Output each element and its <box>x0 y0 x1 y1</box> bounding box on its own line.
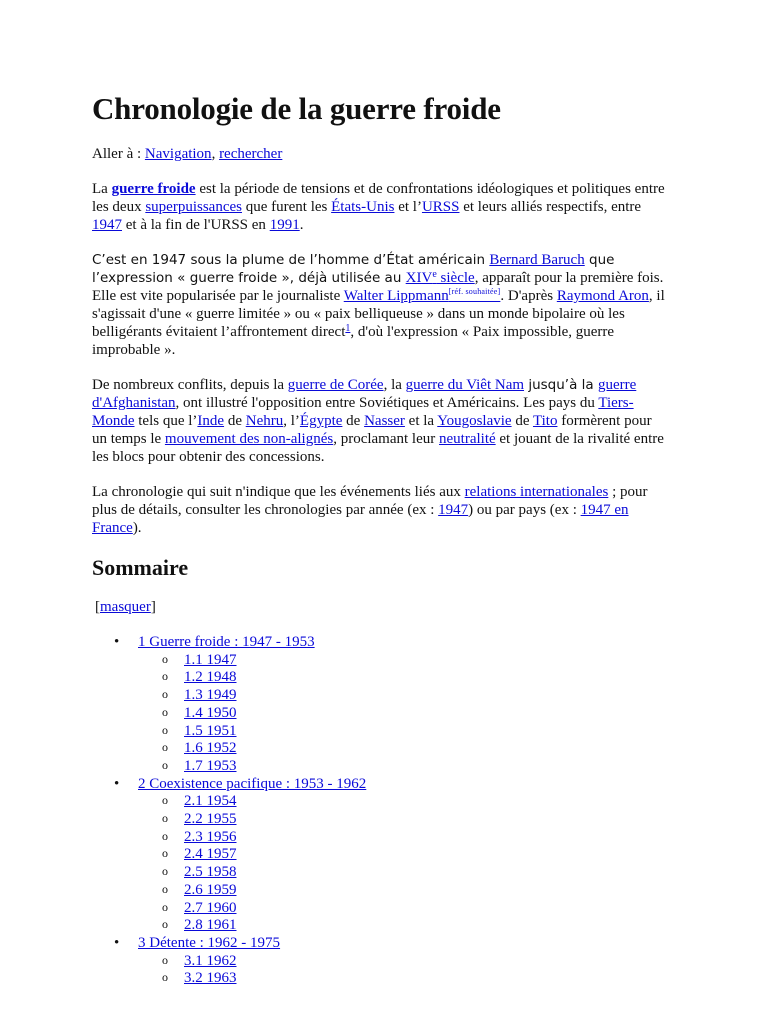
toc-subitem <box>138 900 668 918</box>
circle-bullet-icon: o <box>162 793 168 808</box>
bullet-icon: • <box>114 634 120 650</box>
toc-subitem <box>138 882 668 900</box>
egypte-link[interactable]: Égypte <box>299 413 343 429</box>
toc-subitem <box>138 705 668 723</box>
toc-section <box>92 935 668 988</box>
inde-link[interactable]: Inde <box>197 413 225 429</box>
superpuissances-link[interactable]: superpuissances <box>145 199 242 215</box>
toc-subitem <box>138 740 668 758</box>
toc-subitem-link[interactable]: 2.8 1961 <box>184 917 237 934</box>
guerre-vietnam-link[interactable]: guerre du Viêt Nam <box>405 377 525 393</box>
toc-sublist <box>138 793 668 935</box>
tito-link[interactable]: Tito <box>532 413 558 429</box>
toc-hide-link[interactable]: masquer <box>100 599 151 615</box>
toc-subitem-link[interactable]: 2.4 1957 <box>184 846 237 863</box>
nehru-link[interactable]: Nehru <box>245 413 284 429</box>
year-1947-link[interactable]: 1947 <box>92 217 122 233</box>
toc-subitem <box>138 793 668 811</box>
guerre-afghanistan-link[interactable]: guerre d'Afghanistan <box>92 377 637 411</box>
guerre-coree-link[interactable]: guerre de Corée <box>287 377 384 393</box>
non-alignes-link[interactable]: mouvement des non-alignés <box>164 431 334 447</box>
relations-internationales-link[interactable]: relations internationales <box>464 484 609 500</box>
navigation-link[interactable]: Navigation <box>144 146 212 162</box>
circle-bullet-icon: o <box>162 687 168 702</box>
intro-paragraph: La guerre froide est la période de tensions et de confrontations idéologiques et politiques entre les deux superpuissances que furent les États-Unis et l’URSS et leurs alliés respectifs, entre 1947 et à la fin de l'URSS en 1991. <box>92 181 665 233</box>
circle-bullet-icon: o <box>162 881 168 896</box>
page-title: Chronologie de la guerre froide <box>92 91 501 126</box>
toc-subitem-link[interactable]: 2.7 1960 <box>184 899 237 916</box>
yougoslavie-link[interactable]: Yougoslavie <box>437 413 512 429</box>
toc-subitem-link[interactable]: 1.4 1950 <box>184 704 237 721</box>
toc-subitem <box>138 758 668 776</box>
bernard-baruch-link[interactable]: Bernard Baruch <box>489 252 585 268</box>
guerre-froide-link[interactable]: guerre froide <box>111 181 196 197</box>
toc-subitem-link[interactable]: 3.1 1962 <box>184 952 237 969</box>
nasser-link[interactable]: Nasser <box>364 413 405 429</box>
toc-subitem-link[interactable]: 2.3 1956 <box>184 828 237 845</box>
circle-bullet-icon: o <box>162 899 168 914</box>
toc-subitem-link[interactable]: 3.2 1963 <box>184 970 237 987</box>
circle-bullet-icon: o <box>162 704 168 719</box>
toc-subitem-link[interactable]: 2.1 1954 <box>184 793 237 810</box>
footnote-1-link[interactable]: 1 <box>345 323 351 334</box>
search-link[interactable]: rechercher <box>219 146 283 162</box>
toc-subitem <box>138 917 668 935</box>
xive-siecle-link[interactable]: XIVe siècle <box>405 269 475 286</box>
jump-links: Aller à : Navigation, rechercher <box>92 146 283 162</box>
toc-subitem-link[interactable]: 1.6 1952 <box>184 740 237 757</box>
tiers-monde-link[interactable]: Tiers-Monde <box>92 395 634 429</box>
toc-subitem-link[interactable]: 1.2 1948 <box>184 669 237 686</box>
citation-needed-note: [réf. souhaitée] <box>448 287 501 296</box>
toc-subitem-link[interactable]: 1.5 1951 <box>184 722 237 739</box>
chronology-note-paragraph: La chronologie qui suit n'indique que les événements liés aux relations internationales ; pour plus de détails, consulter les chronologies par année (ex : 1947) ou par pays (ex : 1947 en France). <box>92 484 648 536</box>
toc-heading: Sommaire <box>92 555 189 580</box>
example-1947-link[interactable]: 1947 <box>438 502 469 518</box>
toc-section-link[interactable]: 2 Coexistence pacifique : 1953 - 1962 <box>138 775 367 792</box>
circle-bullet-icon: o <box>162 811 168 826</box>
circle-bullet-icon: o <box>162 864 168 879</box>
example-1947-france-link[interactable]: 1947 en France <box>92 502 629 536</box>
urss-link[interactable]: URSS <box>421 199 460 215</box>
conflicts-paragraph: De nombreux conflits, depuis la guerre de Corée, la guerre du Viêt Nam jusqu’à la guerre d'Afghanistan, ont illustré l'opposition entre Soviétiques et Américains. Les pays du Tiers-Monde tels que l’Inde de Nehru, l’Égypte de Nasser et la Yougoslavie de Tito formèrent pour un temps le mouvement des non-alignés, proclamant leur neutralité et jouant de la rivalité entre les blocs pour obtenir des concessions. <box>92 377 664 465</box>
toc-section-link[interactable]: 3 Détente : 1962 - 1975 <box>138 934 281 951</box>
toc-subitem <box>138 829 668 847</box>
toc-subitem-link[interactable]: 2.6 1959 <box>184 881 237 898</box>
toc-subitem <box>138 864 668 882</box>
toc-section <box>92 776 668 935</box>
toc-subitem <box>138 652 668 670</box>
toc-subitem <box>138 723 668 741</box>
toc-subitem-link[interactable]: 2.5 1958 <box>184 864 237 881</box>
neutralite-link[interactable]: neutralité <box>439 431 496 447</box>
toc-sublist <box>138 652 668 776</box>
toc-subitem <box>138 970 668 988</box>
bullet-icon: • <box>114 934 120 951</box>
circle-bullet-icon: o <box>162 669 168 684</box>
etats-unis-link[interactable]: États-Unis <box>331 199 395 215</box>
circle-bullet-icon: o <box>162 828 168 843</box>
toc-section <box>92 634 668 776</box>
circle-bullet-icon: o <box>162 651 168 666</box>
circle-bullet-icon: o <box>162 952 168 967</box>
toc-subitem <box>138 687 668 705</box>
walter-lippmann-link[interactable]: Walter Lippmann[réf. souhaitée] <box>343 287 501 304</box>
circle-bullet-icon: o <box>162 846 168 861</box>
circle-bullet-icon: o <box>162 722 168 737</box>
toc-subitem <box>138 953 668 971</box>
toc-section-link[interactable]: 1 Guerre froide : 1947 - 1953 <box>138 634 315 650</box>
year-1991-link[interactable]: 1991 <box>269 217 300 233</box>
circle-bullet-icon: o <box>162 970 168 985</box>
toc-subitem <box>138 669 668 687</box>
toc-subitem <box>138 811 668 829</box>
toc-sublist <box>138 953 668 988</box>
origin-paragraph: C’est en 1947 sous la plume de l’homme d’État américain Bernard Baruch que l’expression « guerre froide », déjà utilisée au XIVe siècle, apparaît pour la première fois. Elle est vite popularisée par le journaliste Walter Lippmann[réf. souhaitée]. D'après Raymond Aron, il s'agissait d'une « guerre limitée » ou « paix belliqueuse » dans un monde bipolaire où les belligérants évitaient l’affrontement direct$^1$, d'où l'expression « Paix impossible, guerre improbable ». <box>92 252 665 358</box>
toc-list <box>92 634 668 988</box>
circle-bullet-icon: o <box>162 917 168 932</box>
raymond-aron-link[interactable]: Raymond Aron <box>556 288 649 304</box>
toc-subitem-link[interactable]: 2.2 1955 <box>184 811 237 828</box>
toc-subitem-link[interactable]: 1.1 1947 <box>184 651 237 668</box>
toc-toggle: [masquer] <box>95 599 156 615</box>
bullet-icon: • <box>114 775 120 792</box>
circle-bullet-icon: o <box>162 740 168 755</box>
toc-subitem <box>138 846 668 864</box>
circle-bullet-icon: o <box>162 757 168 772</box>
toc-subitem-link[interactable]: 1.3 1949 <box>184 687 237 704</box>
toc-subitem-link[interactable]: 1.7 1953 <box>184 757 237 774</box>
